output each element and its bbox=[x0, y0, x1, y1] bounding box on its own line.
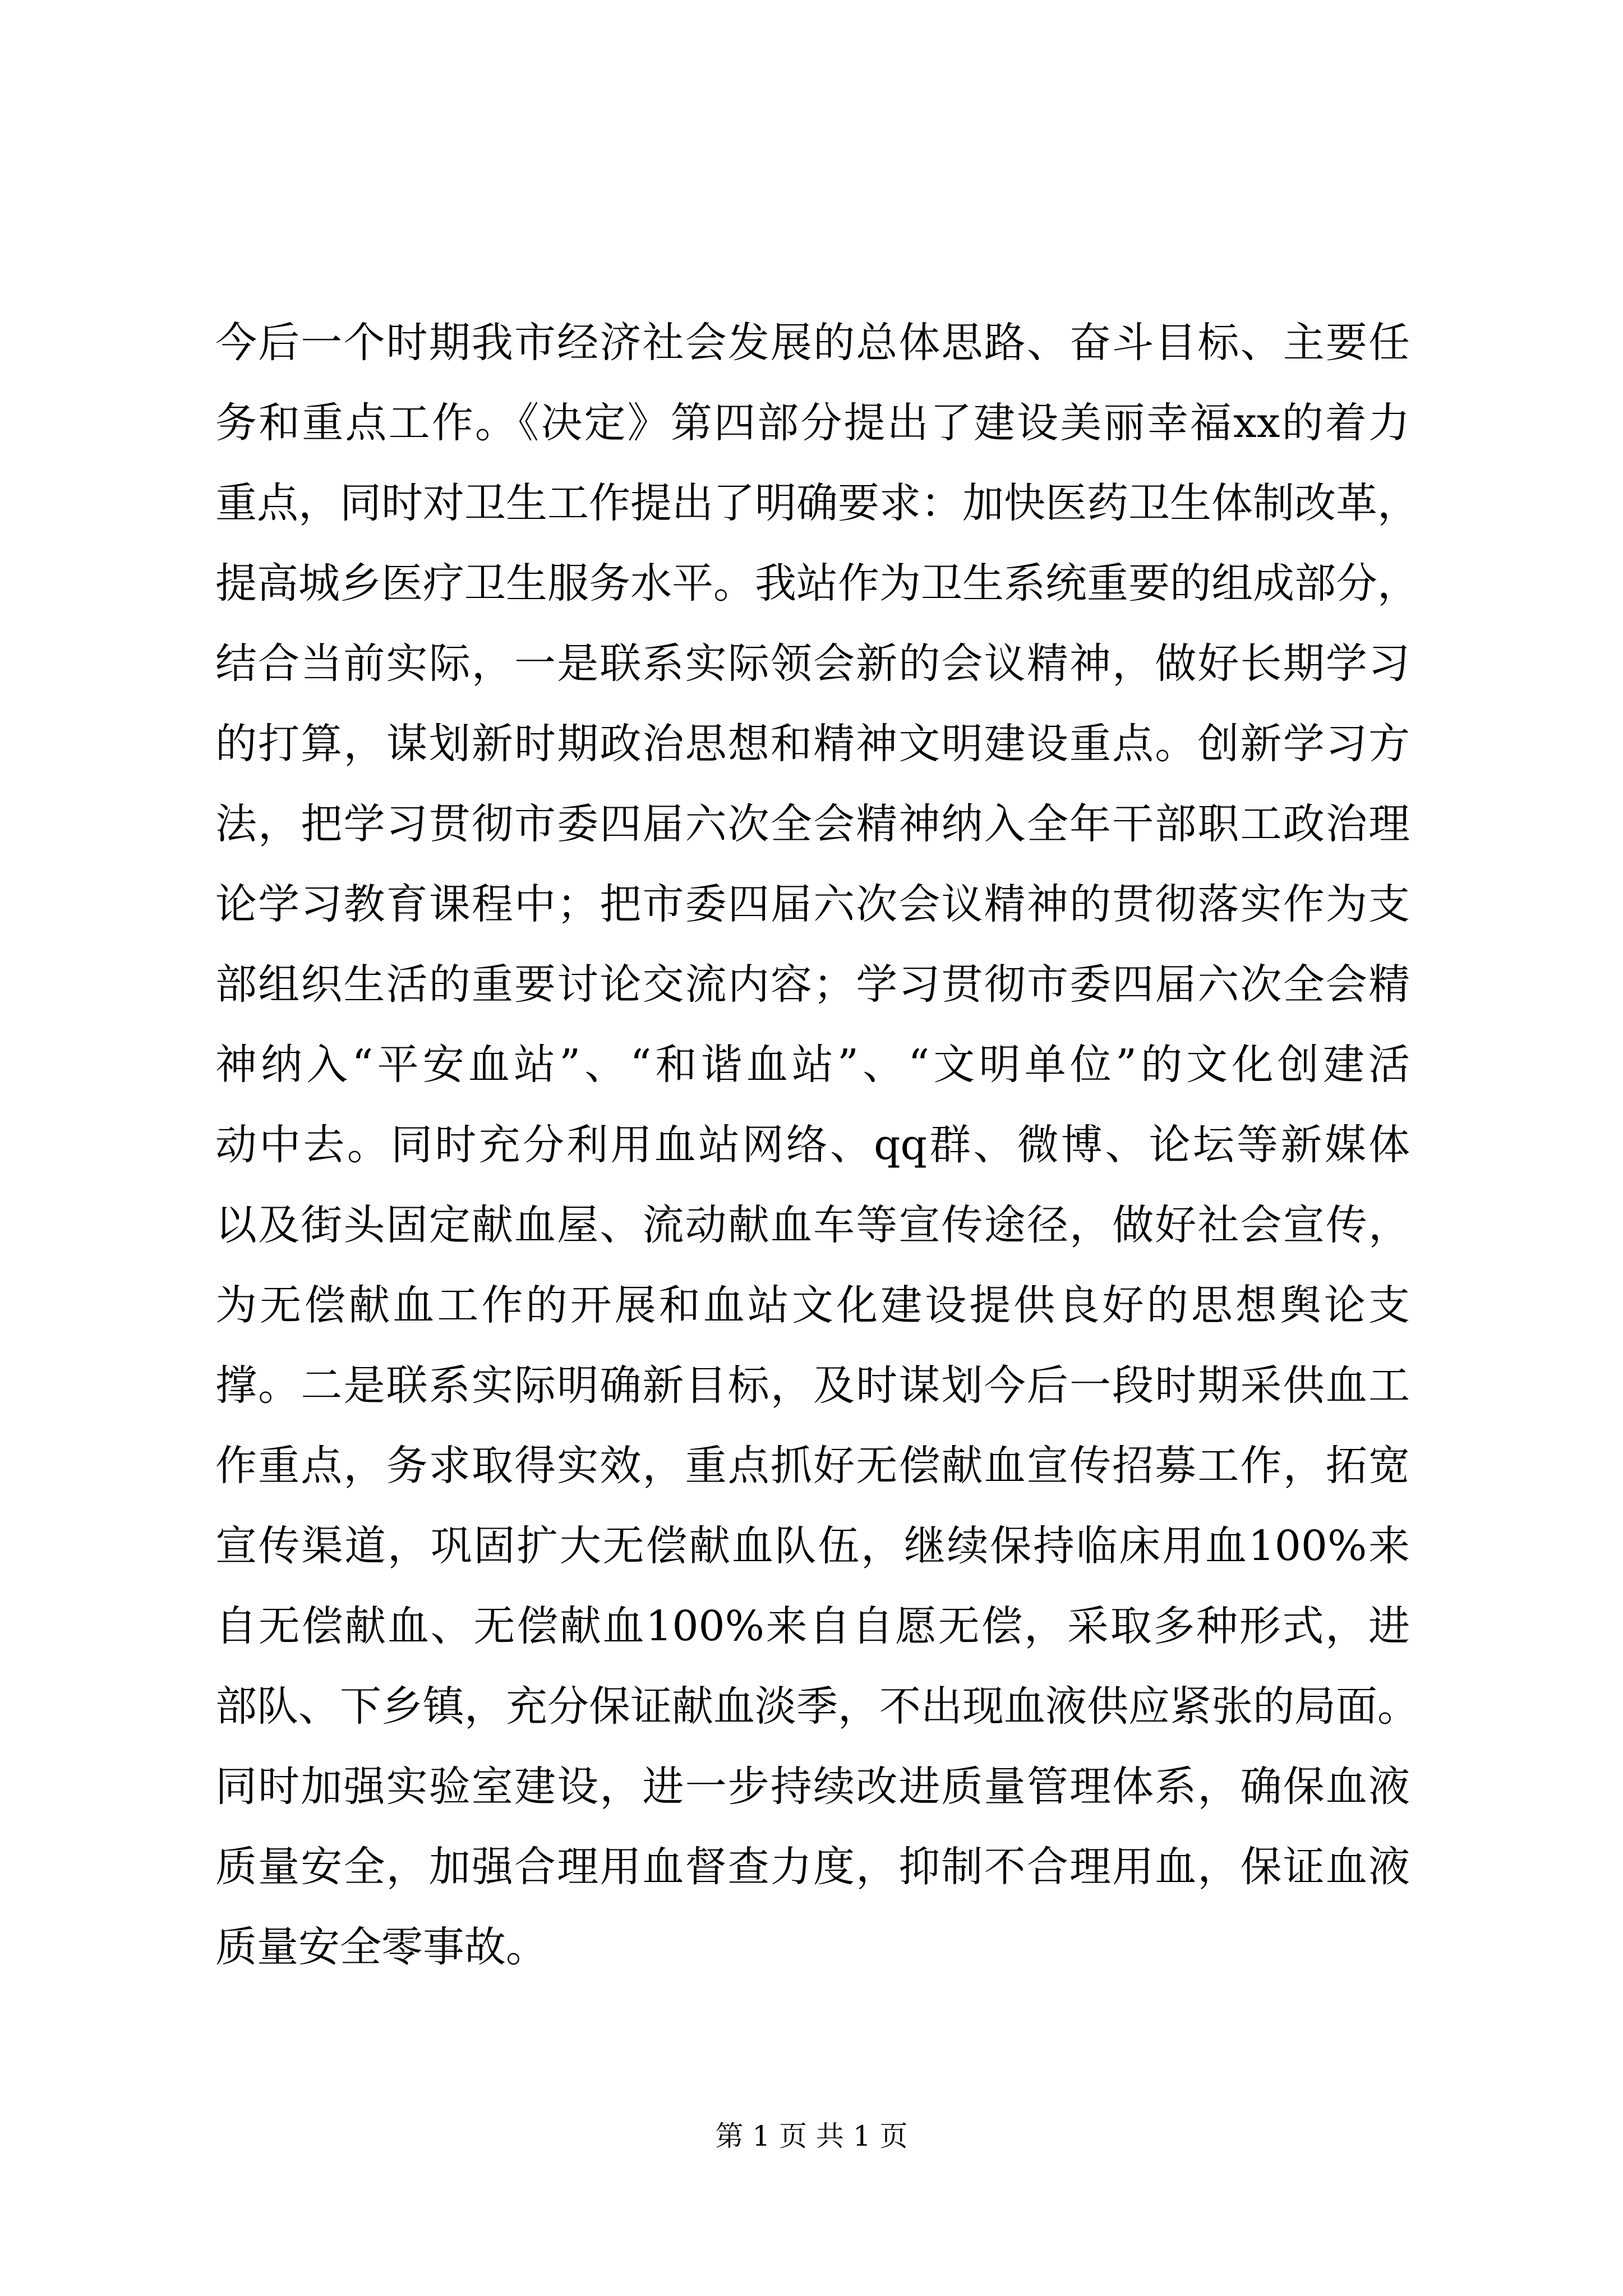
text-line: 同时加强实验室建设，进一步持续改进质量管理体系，确保血液 bbox=[215, 1763, 1410, 1811]
text-line: 重点，同时对卫生工作提出了明确要求：加快医药卫生体制改革， bbox=[215, 479, 1419, 527]
text-line: 提高城乡医疗卫生服务水平。我站作为卫生系统重要的组成部分， bbox=[215, 559, 1419, 608]
text-line: 部队、下乡镇，充分保证献血淡季，不出现血液供应紧张的局面。 bbox=[215, 1682, 1419, 1731]
text-line: 结合当前实际，一是联系实际领会新的会议精神，做好长期学习 bbox=[215, 639, 1410, 688]
text-line: 论学习教育课程中；把市委四届六次会议精神的贯彻落实作为支 bbox=[215, 880, 1410, 928]
text-line: 部组织生活的重要讨论交流内容；学习贯彻市委四届六次全会精 bbox=[215, 960, 1410, 1009]
text-line: 务和重点工作。《决定》第四部分提出了建设美丽幸福xx的着力 bbox=[215, 399, 1410, 447]
text-line: 质量安全，加强合理用血督查力度，抑制不合理用血，保证血液 bbox=[215, 1843, 1410, 1891]
text-line: 动中去。同时充分利用血站网络、qq群、微博、论坛等新媒体 bbox=[215, 1121, 1410, 1169]
text-line: 神纳入“平安血站”、“和谐血站”、“文明单位”的文化创建活 bbox=[215, 1041, 1410, 1089]
text-line: 自无偿献血、无偿献血100%来自自愿无偿，采取多种形式，进 bbox=[215, 1602, 1410, 1650]
body-paragraph bbox=[215, 303, 1419, 1987]
text-line: 质量安全零事故。 bbox=[215, 1923, 547, 1971]
text-line: 今后一个时期我市经济社会发展的总体思路、奋斗目标、主要任 bbox=[215, 319, 1410, 367]
text-line: 撑。二是联系实际明确新目标，及时谋划今后一段时期采供血工 bbox=[215, 1361, 1410, 1410]
text-line: 为无偿献血工作的开展和血站文化建设提供良好的思想舆论支 bbox=[215, 1281, 1410, 1329]
text-line: 以及街头固定献血屋、流动献血车等宣传途径，做好社会宣传， bbox=[215, 1201, 1410, 1249]
text-line: 宣传渠道，巩固扩大无偿献血队伍，继续保持临床用血100%来 bbox=[215, 1522, 1410, 1570]
text-line: 作重点，务求取得实效，重点抓好无偿献血宣传招募工作，拓宽 bbox=[215, 1442, 1410, 1490]
text-line: 的打算，谋划新时期政治思想和精神文明建设重点。创新学习方 bbox=[215, 720, 1410, 768]
page-number-footer: 第 1 页 共 1 页 bbox=[715, 2120, 908, 2152]
text-line: 法，把学习贯彻市委四届六次全会精神纳入全年干部职工政治理 bbox=[215, 800, 1410, 848]
